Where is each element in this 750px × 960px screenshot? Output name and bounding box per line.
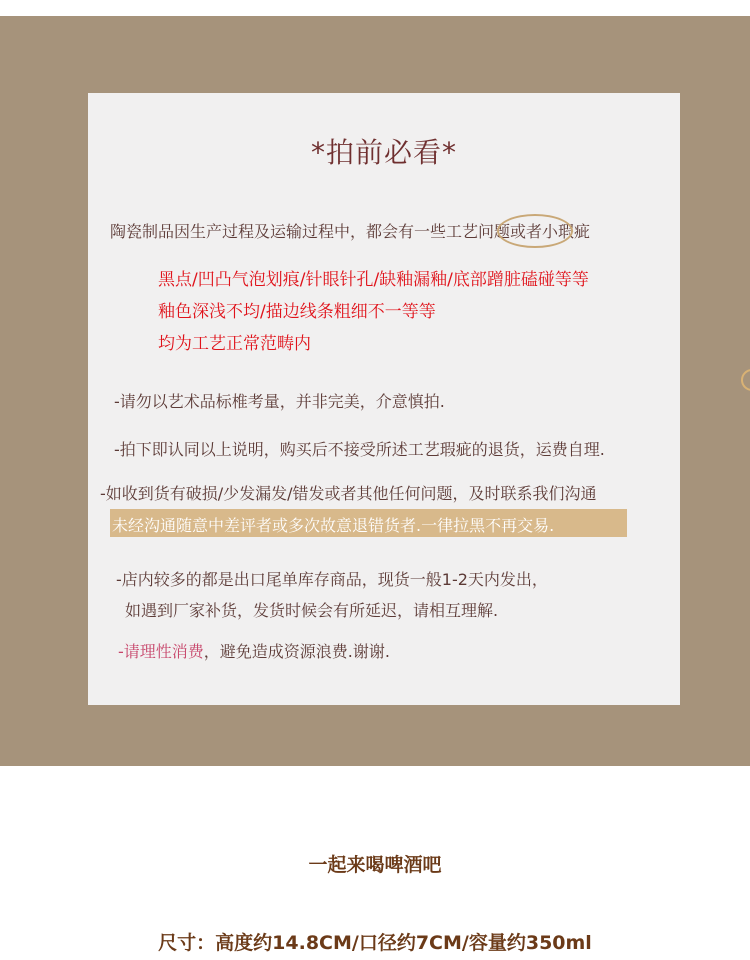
defect-line: 均为工艺正常范畴内 xyxy=(158,334,311,354)
note-rational xyxy=(118,639,390,662)
note-art-standard: -请勿以艺术品标椎考量，并非完美，介意慎拍. xyxy=(114,392,445,411)
notice-title: *拍前必看* xyxy=(310,136,457,169)
product-heading: 一起来喝啤酒吧 xyxy=(308,854,442,876)
rational-rest: ，避免造成资源浪费.谢谢. xyxy=(203,642,390,661)
intro-text: 陶瓷制品因生产过程及运输过程中，都会有一些工艺问题或者小瑕疵 xyxy=(110,222,591,241)
highlight-circle xyxy=(497,214,573,248)
defect-line: 釉色深浅不均/描边线条粗细不一等等 xyxy=(158,302,436,322)
defect-line: 黑点/凹凸气泡划痕/针眼针孔/缺釉漏釉/底部蹭脏磕碰等等 xyxy=(158,270,589,290)
note-damage-contact: -如收到货有破损/少发漏发/错发或者其他任何问题，及时联系我们沟通 xyxy=(100,484,597,503)
notice-card xyxy=(88,93,680,705)
note-accept-terms: -拍下即认同以上说明，购买后不接受所述工艺瑕疵的退货，运费自理. xyxy=(114,440,605,459)
note-stock-line2: 如遇到厂家补货，发货时候会有所延迟，请相互理解. xyxy=(125,601,499,620)
edge-circle-decoration xyxy=(741,369,750,391)
rational-prefix: -请理性消费 xyxy=(118,642,204,661)
notice-banner xyxy=(0,16,750,766)
note-blacklist-warning: 未经沟通随意中差评者或多次故意退错货者.一律拉黑不再交易. xyxy=(112,516,555,535)
product-size: 尺寸：高度约14.8CM/口径约7CM/容量约350ml xyxy=(158,932,592,954)
top-strip xyxy=(0,0,750,16)
note-stock-line1: -店内较多的都是出口尾单库存商品，现货一般1-2天内发出， xyxy=(116,570,548,589)
